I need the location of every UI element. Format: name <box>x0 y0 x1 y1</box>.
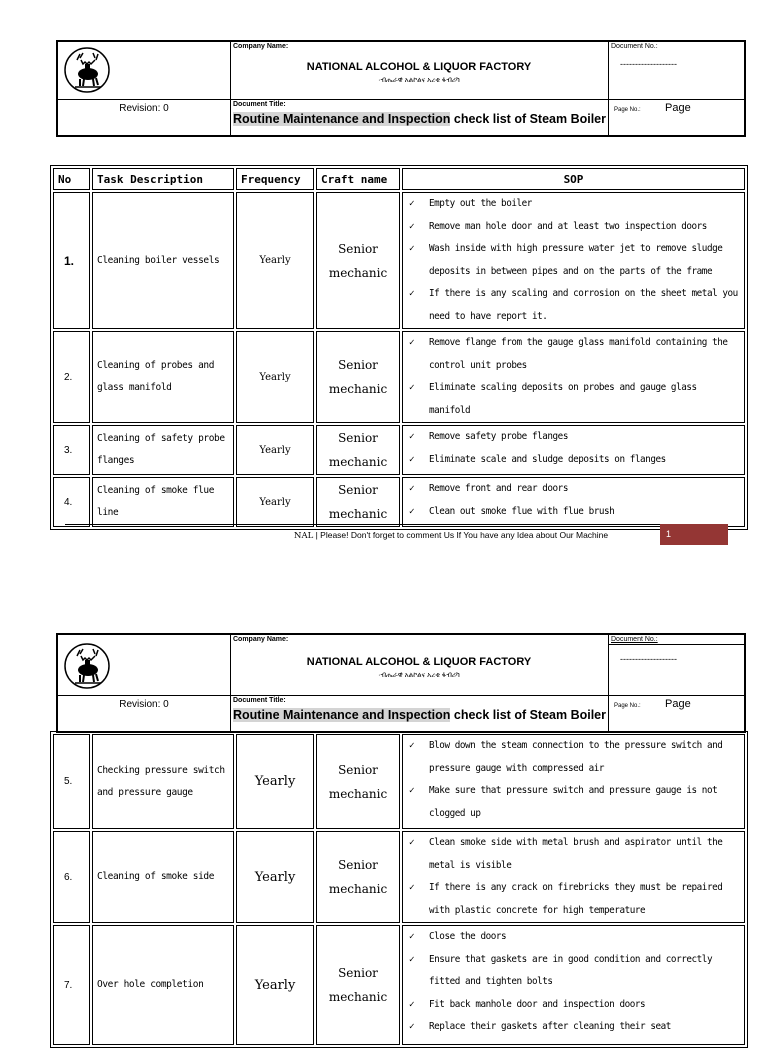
sop-list <box>409 926 742 1039</box>
task-frequency: Yearly <box>236 925 314 1045</box>
revision: Revision: 0 <box>119 699 169 710</box>
sop-step <box>409 283 742 328</box>
task-frequency: Yearly <box>236 192 314 329</box>
task-description: Cleaning of smoke flue line <box>92 477 234 527</box>
title-highlight: Routine Maintenance and Inspection <box>233 708 451 722</box>
sop-step <box>409 426 742 449</box>
page-no-value: Page <box>665 102 691 114</box>
task-number: 5. <box>53 734 90 829</box>
title-rest: check list of Steam Boiler <box>450 708 606 722</box>
task-sop <box>402 331 745 423</box>
sop-step-text: Remove front and rear doors <box>429 483 568 494</box>
title-rest: check list of Steam Boiler <box>450 112 606 126</box>
checkmark-icon: ✓ <box>409 953 415 965</box>
sop-step <box>409 216 742 239</box>
sop-step-text: Blow down the steam connection to the pressure switch and pressure gauge with compressed air <box>429 740 723 774</box>
col-header-task: Task Description <box>92 168 234 190</box>
doc-title-label: Document Title: <box>233 101 286 108</box>
sop-list <box>409 426 742 471</box>
revision: Revision: 0 <box>119 103 169 114</box>
page-no-label: Page No.: <box>614 703 641 709</box>
task-number: 4. <box>53 477 90 527</box>
task-rows <box>53 192 745 527</box>
task-sop <box>402 477 745 527</box>
sop-step <box>409 994 742 1017</box>
footer-message: Please! Don't forget to comment Us If You have any Idea about Our Machine <box>320 530 609 540</box>
task-number: 7. <box>53 925 90 1045</box>
sop-step <box>409 332 742 377</box>
col-header-no: No <box>53 168 90 190</box>
sop-step-text: Make sure that pressure switch and pressure gauge is not clogged up <box>429 785 718 819</box>
sop-step-text: Replace their gaskets after cleaning their seat <box>429 1021 671 1032</box>
document-header-page-2 <box>56 633 746 733</box>
task-sop <box>402 192 745 329</box>
task-sop <box>402 925 745 1045</box>
deer-logo-icon <box>63 46 111 94</box>
sop-step-text: Remove safety probe flanges <box>429 431 568 442</box>
sop-step-text: If there is any scaling and corrosion on the sheet metal you need to have report it. <box>429 288 738 322</box>
task-craft: Senior mechanic <box>316 925 400 1045</box>
document-title <box>233 112 606 126</box>
doc-no-label: Document No.: <box>611 43 658 50</box>
table-row <box>53 425 745 475</box>
company-label: Company Name: <box>233 636 289 643</box>
checkmark-icon: ✓ <box>409 882 415 893</box>
sop-step-text: Close the doors <box>429 931 507 942</box>
task-frequency: Yearly <box>236 831 314 923</box>
deer-logo-icon <box>63 642 111 690</box>
sop-step <box>409 949 742 994</box>
checkmark-icon: ✓ <box>409 431 415 442</box>
company-name: NATIONAL ALCOHOL & LIQUOR FACTORY <box>306 61 532 73</box>
task-number: 2. <box>53 331 90 423</box>
checkmark-icon: ✓ <box>409 337 415 348</box>
sop-step-text: Clean out smoke flue with flue brush <box>429 505 615 517</box>
task-craft: Senior mechanic <box>316 734 400 829</box>
company-name-amharic: ·ብሔራዊ አልኮልና አረቂ ፋብሪካ <box>378 77 460 84</box>
sop-step <box>409 478 742 501</box>
sop-list <box>409 832 742 922</box>
sop-step <box>409 501 742 524</box>
sop-step-text: Wash inside with high pressure water jet to remove sludge deposits in between pipes and on the parts of the frame <box>429 243 723 277</box>
sop-step-text: Remove man hole door and at least two inspection doors <box>429 220 707 232</box>
checkmark-icon: ✓ <box>409 785 415 796</box>
company-name-amharic: ·ብሔራዊ አልኮልና አረቂ ፋብሪካ <box>378 672 460 679</box>
task-sop <box>402 425 745 475</box>
table-row <box>53 477 745 527</box>
sop-step <box>409 832 742 877</box>
task-description: Cleaning boiler vessels <box>92 192 234 329</box>
sop-step <box>409 877 742 922</box>
task-description: Cleaning of safety probe flanges <box>92 425 234 475</box>
task-description: Cleaning of smoke side <box>92 831 234 923</box>
sop-list <box>409 735 742 825</box>
checkmark-icon: ✓ <box>409 382 415 393</box>
sop-step <box>409 377 742 422</box>
task-frequency: Yearly <box>236 477 314 527</box>
task-craft: Senior mechanic <box>316 331 400 423</box>
col-header-sop: SOP <box>402 168 745 190</box>
company-name: NATIONAL ALCOHOL & LIQUOR FACTORY <box>306 656 532 668</box>
page-no-label: Page No.: <box>614 107 641 113</box>
task-craft: Senior mechanic <box>316 425 400 475</box>
task-frequency: Yearly <box>236 734 314 829</box>
table-row <box>53 734 745 829</box>
page-no-value: Page <box>665 698 691 710</box>
task-craft: Senior mechanic <box>316 477 400 527</box>
checkmark-icon: ✓ <box>409 998 415 1010</box>
checkmark-icon: ✓ <box>409 740 415 751</box>
task-craft: Senior mechanic <box>316 831 400 923</box>
sop-step-text: Eliminate scaling deposits on probes and gauge glass manifold <box>429 382 697 416</box>
footer-separator: | <box>313 530 321 540</box>
sop-list <box>409 478 742 523</box>
task-sop <box>402 734 745 829</box>
sop-step <box>409 193 742 216</box>
document-title <box>233 708 606 722</box>
sop-step <box>409 449 742 472</box>
doc-no-label: Document No.: <box>611 636 658 643</box>
task-craft: Senior mechanic <box>316 192 400 329</box>
doc-no-value: ------------------- <box>620 654 677 664</box>
sop-step <box>409 1016 742 1039</box>
checkmark-icon: ✓ <box>409 243 415 254</box>
sop-step <box>409 735 742 780</box>
sop-step <box>409 780 742 825</box>
sop-step-text: Fit back manhole door and inspection doors <box>429 998 646 1010</box>
sop-step-text: Empty out the boiler <box>429 198 532 209</box>
sop-step-text: If there is any crack on firebricks they must be repaired with plastic concrete for high temperature <box>429 882 723 916</box>
checkmark-icon: ✓ <box>409 931 415 942</box>
task-frequency: Yearly <box>236 425 314 475</box>
task-table-page-1 <box>50 165 748 530</box>
sop-step <box>409 238 742 283</box>
sop-step-text: Eliminate scale and sludge deposits on flanges <box>429 453 666 465</box>
task-frequency: Yearly <box>236 331 314 423</box>
footer-divider <box>65 524 665 525</box>
sop-step-text: Clean smoke side with metal brush and aspirator until the metal is visible <box>429 837 723 871</box>
doc-no-value: ------------------- <box>620 59 677 69</box>
table-header-row <box>53 168 745 190</box>
footer <box>294 530 608 541</box>
checkmark-icon: ✓ <box>409 198 415 209</box>
task-rows <box>53 734 745 1045</box>
table-row <box>53 192 745 329</box>
sop-step-text: Remove flange from the gauge glass manifold containing the control unit probes <box>429 337 728 371</box>
footer-nal: NAL <box>294 531 314 541</box>
sop-step <box>409 926 742 949</box>
col-header-frequency: Frequency <box>236 168 314 190</box>
col-header-craft: Craft name <box>316 168 400 190</box>
company-label: Company Name: <box>233 43 289 50</box>
checkmark-icon: ✓ <box>409 288 415 299</box>
document-header <box>56 40 746 137</box>
table-row <box>53 331 745 423</box>
doc-title-label: Document Title: <box>233 697 286 704</box>
sop-list <box>409 332 742 422</box>
task-description: Over hole completion <box>92 925 234 1045</box>
table-row <box>53 831 745 923</box>
checkmark-icon: ✓ <box>409 453 415 465</box>
task-number: 6. <box>53 831 90 923</box>
sop-step-text: Ensure that gaskets are in good condition and correctly fitted and tighten bolts <box>429 953 713 987</box>
sop-list <box>409 193 742 328</box>
task-number: 1. <box>53 192 90 329</box>
task-table-page-2 <box>50 731 748 1048</box>
title-highlight: Routine Maintenance and Inspection <box>233 112 451 126</box>
checkmark-icon: ✓ <box>409 483 415 494</box>
task-description: Checking pressure switch and pressure gauge <box>92 734 234 829</box>
task-number: 3. <box>53 425 90 475</box>
checkmark-icon: ✓ <box>409 505 415 517</box>
table-row <box>53 925 745 1045</box>
checkmark-icon: ✓ <box>409 220 415 232</box>
task-description: Cleaning of probes and glass manifold <box>92 331 234 423</box>
checkmark-icon: ✓ <box>409 1021 415 1032</box>
page-number-badge: 1 <box>660 524 728 545</box>
checkmark-icon: ✓ <box>409 837 415 848</box>
task-sop <box>402 831 745 923</box>
